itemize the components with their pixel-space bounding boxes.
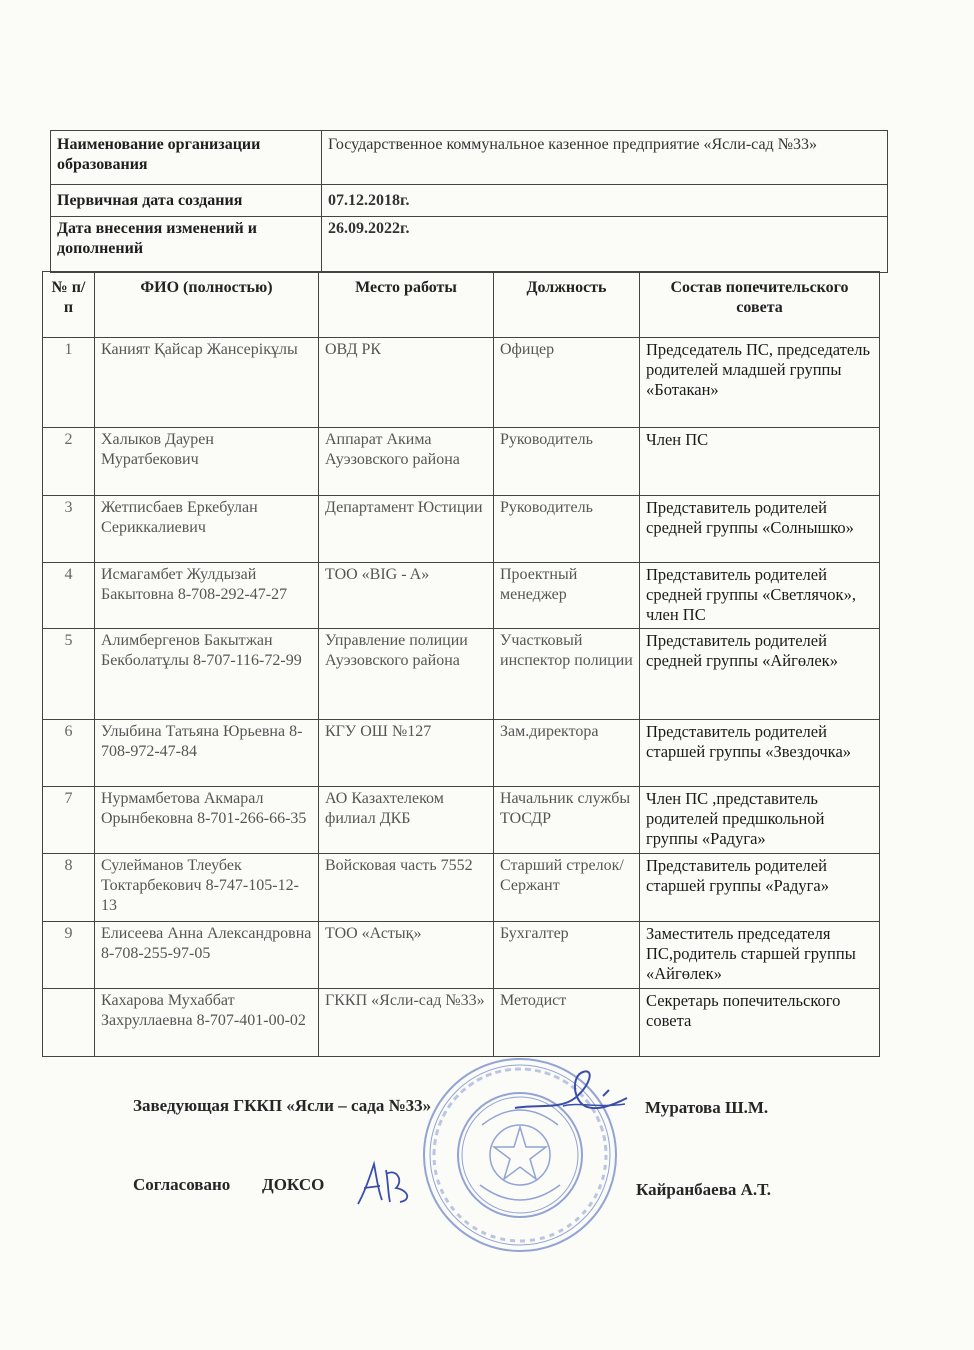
member-position: Руководитель: [494, 496, 640, 563]
member-position: Начальник службы ТОСДР: [494, 787, 640, 854]
member-name: Улыбина Татьяна Юрьевна 8-708-972-47-84: [95, 720, 319, 787]
table-body: [43, 338, 880, 1057]
member-workplace: АО Казахтелеком филиал ДКБ: [319, 787, 494, 854]
column-header-workplace: Место работы: [319, 272, 494, 338]
row-number: 5: [43, 629, 95, 720]
member-name: Сулейманов Тлеубек Токтарбекович 8-747-105-12-13: [95, 854, 319, 922]
member-position: Бухгалтер: [494, 922, 640, 989]
column-header-name: ФИО (полностью): [95, 272, 319, 338]
created-label: Первичная дата создания: [51, 185, 322, 217]
table-row: [43, 428, 880, 496]
member-board-role: Заместитель председателя ПС,родитель старшей группы «Айгөлек»: [640, 922, 880, 989]
member-position: Старший стрелок/ Сержант: [494, 854, 640, 922]
table-row: [43, 854, 880, 922]
row-number: 6: [43, 720, 95, 787]
member-name: Исмагамбет Жулдызай Бакытовна 8-708-292-47-27: [95, 563, 319, 629]
member-board-role: Секретарь попечительского совета: [640, 989, 880, 1057]
head-signature: [505, 1060, 635, 1130]
table-row: [43, 629, 880, 720]
member-name: Жетписбаев Еркебулан Сериккалиевич: [95, 496, 319, 563]
row-number: 2: [43, 428, 95, 496]
table-row: [43, 922, 880, 989]
row-number: 9: [43, 922, 95, 989]
member-position: Участковый инспектор полиции: [494, 629, 640, 720]
row-number: 1: [43, 338, 95, 428]
member-board-role: Представитель родителей средней группы «Айгөлек»: [640, 629, 880, 720]
row-number: 8: [43, 854, 95, 922]
agreed-name: Кайранбаева А.Т.: [636, 1180, 772, 1199]
head-name: Муратова Ш.М.: [645, 1098, 769, 1117]
member-workplace: ГККП «Ясли-сад №33»: [319, 989, 494, 1057]
org-value: Государственное коммунальное казенное предприятие «Ясли-сад №33»: [322, 131, 888, 185]
member-workplace: Департамент Юстиции: [319, 496, 494, 563]
row-number: 7: [43, 787, 95, 854]
member-name: Халыков Даурен Муратбекович: [95, 428, 319, 496]
agreed-org: ДОКСО: [262, 1175, 325, 1194]
member-workplace: Управление полиции Ауэзовского района: [319, 629, 494, 720]
agreed-label: Согласовано: [133, 1175, 231, 1194]
member-name: Нурмамбетова Акмарал Орынбековна 8-701-266-66-35: [95, 787, 319, 854]
created-value: 07.12.2018г.: [322, 185, 888, 217]
member-position: Руководитель: [494, 428, 640, 496]
agreed-signature: [352, 1160, 422, 1210]
row-number: 4: [43, 563, 95, 629]
org-label: Наименование организации образования: [51, 131, 322, 185]
changed-value: 26.09.2022г.: [322, 217, 888, 273]
member-board-role: Представитель родителей средней группы «Светлячок», член ПС: [640, 563, 880, 629]
member-name: Алимбергенов Бакытжан Бекболатұлы 8-707-116-72-99: [95, 629, 319, 720]
organization-info-table: [50, 130, 888, 273]
member-workplace: ТОО «Астық»: [319, 922, 494, 989]
member-position: Проектный менеджер: [494, 563, 640, 629]
member-name: Каният Қайсар Жансерікұлы: [95, 338, 319, 428]
column-header-number: № п/п: [43, 272, 95, 338]
member-workplace: КГУ ОШ №127: [319, 720, 494, 787]
table-row: [43, 563, 880, 629]
column-header-position: Должность: [494, 272, 640, 338]
table-row: [43, 720, 880, 787]
member-board-role: Представитель родителей старшей группы «Радуга»: [640, 854, 880, 922]
table-row: [43, 787, 880, 854]
member-position: Методист: [494, 989, 640, 1057]
org-row: [51, 131, 888, 185]
member-workplace: ОВД РК: [319, 338, 494, 428]
column-header-board-role: Состав попечительского совета: [640, 272, 880, 338]
created-row: [51, 185, 888, 217]
table-row: [43, 338, 880, 428]
member-position: Офицер: [494, 338, 640, 428]
member-board-role: Представитель родителей средней группы «Солнышко»: [640, 496, 880, 563]
member-workplace: ТОО «BIG - A»: [319, 563, 494, 629]
row-number: 3: [43, 496, 95, 563]
changed-row: [51, 217, 888, 273]
member-name: Кахарова Мухаббат Захруллаевна 8-707-401-00-02: [95, 989, 319, 1057]
member-workplace: Аппарат Акима Ауэзовского района: [319, 428, 494, 496]
table-row: [43, 496, 880, 563]
row-number: [43, 989, 95, 1057]
member-board-role: Член ПС: [640, 428, 880, 496]
changed-label: Дата внесения изменений и дополнений: [51, 217, 322, 273]
member-workplace: Войсковая часть 7552: [319, 854, 494, 922]
member-position: Зам.директора: [494, 720, 640, 787]
table-row: [43, 989, 880, 1057]
table-header-row: [43, 272, 880, 338]
member-board-role: Член ПС ,представитель родителей предшкольной группы «Радуга»: [640, 787, 880, 854]
head-title: Заведующая ГККП «Ясли – сада №33»: [133, 1096, 432, 1115]
member-name: Елисеева Анна Александровна 8-708-255-97-05: [95, 922, 319, 989]
member-board-role: Председатель ПС, председатель родителей младшей группы «Ботакан»: [640, 338, 880, 428]
trustee-board-table: [42, 271, 880, 1057]
member-board-role: Представитель родителей старшей группы «Звездочка»: [640, 720, 880, 787]
